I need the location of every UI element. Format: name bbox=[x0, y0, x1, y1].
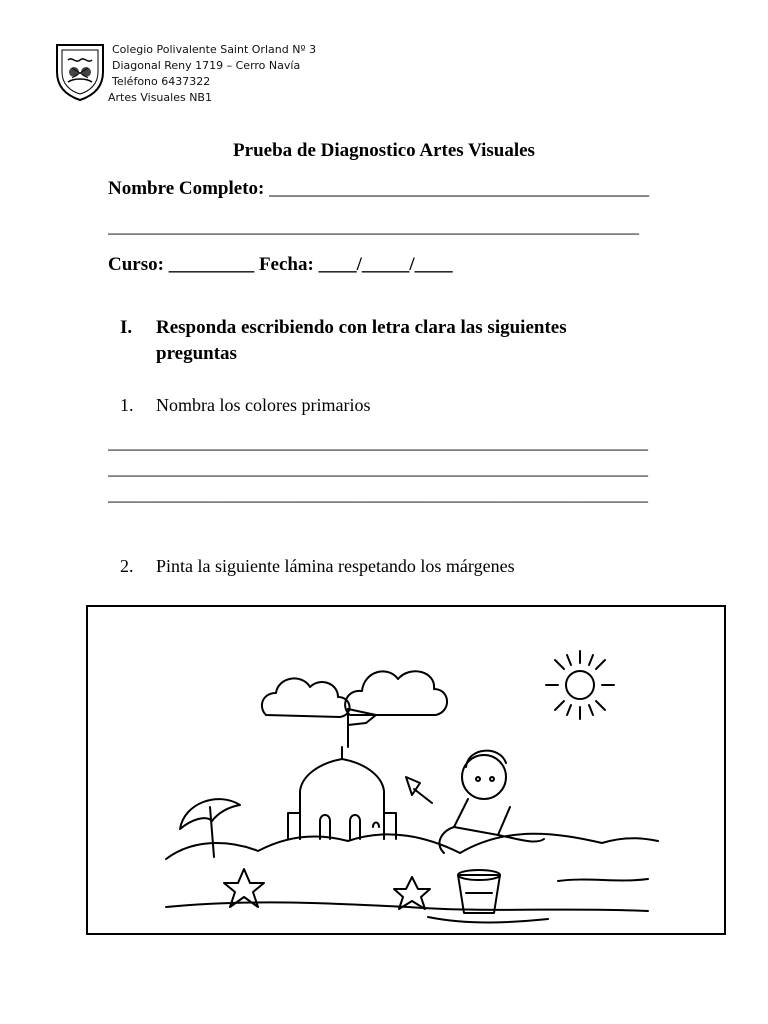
name-field-row bbox=[108, 178, 649, 200]
sand-line bbox=[558, 879, 648, 881]
school-address: Diagonal Reny 1719 – Cerro Navía bbox=[112, 59, 301, 72]
cloud-icon bbox=[262, 678, 350, 717]
section-instruction-line1: Responda escribiendo con letra clara las siguientes bbox=[156, 317, 567, 338]
name-answer-line-2[interactable]: ___________________________________________________________ bbox=[108, 216, 639, 236]
question-1-number: 1. bbox=[120, 395, 134, 415]
question-1-answer-line[interactable]: ____________________________________________________________ bbox=[108, 458, 648, 478]
child-icon bbox=[406, 751, 544, 853]
section-instruction-line2: preguntas bbox=[156, 343, 237, 364]
starfish-icon bbox=[394, 877, 430, 909]
school-name: Colegio Polivalente Saint Orland Nº 3 bbox=[112, 43, 317, 56]
dune-outline bbox=[166, 834, 658, 859]
question-1-answer-line[interactable]: ____________________________________________________________ bbox=[108, 432, 648, 452]
coloring-frame bbox=[86, 605, 726, 935]
course-label: Curso: bbox=[108, 254, 169, 275]
question-2-text: Pinta la siguiente lámina respetando los márgenes bbox=[156, 556, 515, 576]
cloud-icon bbox=[345, 671, 447, 715]
date-answer-line[interactable]: ____/_____/____ bbox=[318, 254, 453, 275]
course-answer-line[interactable]: _________ bbox=[168, 254, 255, 275]
date-label: Fecha: bbox=[254, 254, 319, 275]
question-1-text: Nombra los colores primarios bbox=[156, 395, 371, 415]
question-2-number: 2. bbox=[120, 556, 134, 576]
section-numeral: I. bbox=[120, 317, 133, 338]
umbrella-icon bbox=[180, 799, 240, 857]
name-label: Nombre Completo: bbox=[108, 178, 270, 199]
school-logo bbox=[54, 42, 106, 102]
course-date-row bbox=[108, 254, 453, 276]
page-title: Prueba de Diagnostico Artes Visuales bbox=[233, 140, 535, 161]
starfish-icon bbox=[224, 869, 264, 907]
question-1-answer-line[interactable]: ____________________________________________________________ bbox=[108, 484, 648, 504]
school-phone: Teléfono 6437322 bbox=[112, 75, 211, 88]
name-answer-line[interactable]: ________________________________________ bbox=[269, 178, 650, 199]
sun-icon bbox=[546, 651, 614, 719]
beach-coloring-drawing[interactable] bbox=[88, 607, 724, 933]
bucket-icon bbox=[458, 870, 500, 913]
subject-label: Artes Visuales NB1 bbox=[108, 91, 212, 104]
sandcastle-icon bbox=[288, 709, 396, 839]
sand-line bbox=[428, 917, 548, 923]
